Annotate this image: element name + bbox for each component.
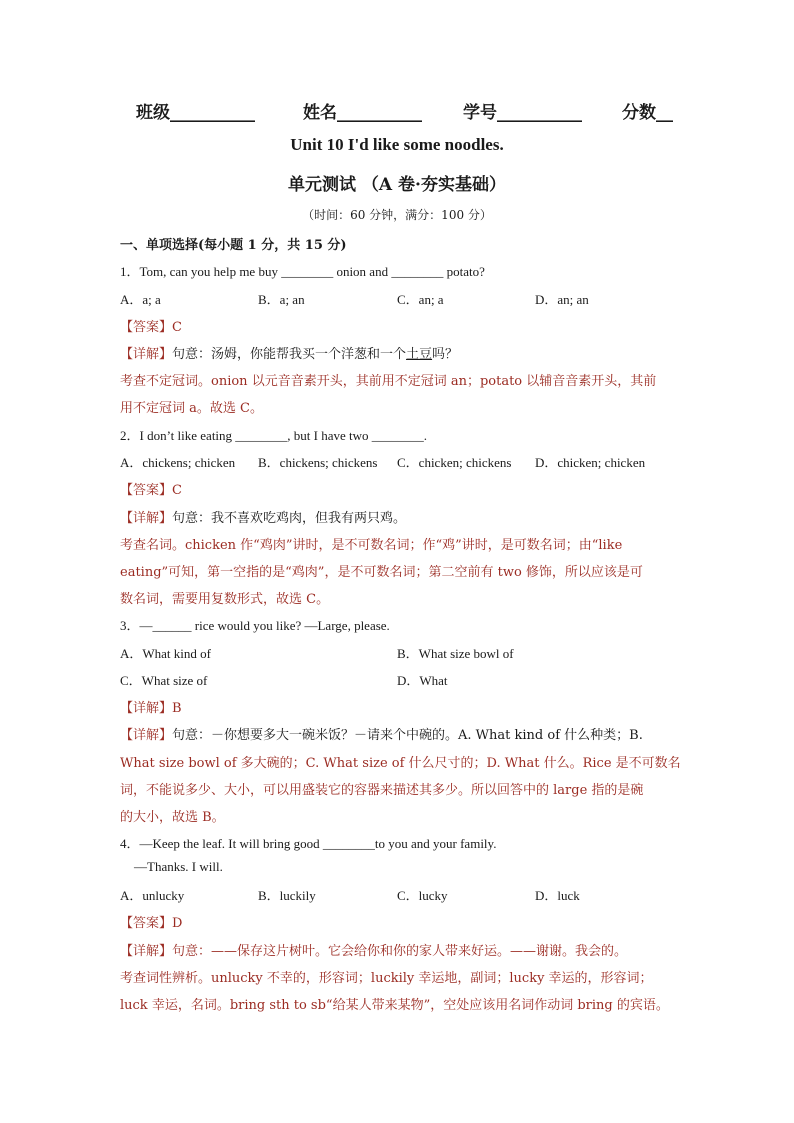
question-1-option-b: B．a; an [258,292,305,307]
question-4-option-d: D．luck [535,888,580,903]
question-3-detail-line-2: What size bowl of 多大碗的；C. What size of 什么尺寸的；D. What 什么。Rice 是不可数名 [120,756,681,771]
question-3-option-d: D．What [397,673,448,688]
detail-text-underlined: 土豆 [406,347,433,362]
question-4-option-b: B．luckily [258,888,316,903]
question-4-detail-line-2: 考查词性辨析。unlucky 不幸的，形容词；luckily 幸运地，副词；lucky 幸运的，形容词； [120,971,653,986]
answer-value: B [172,701,182,716]
question-3-detail-line-3: 词，不能说多少、大小，可以用盛装它的容器来描述其多少。所以回答中的 large 指的是碗 [120,783,644,798]
detail-tag: 【详解】 [120,728,173,743]
question-2-stem: 2．I don’t like eating ________, but I have two ________. [120,428,428,443]
detail-tag: 【详解】 [120,347,173,362]
question-3-detail-line-4: 的大小，故选 B。 [120,810,225,825]
detail-text: 句意：－你想要多大一碗米饭？－请来个中碗的。A. What kind of 什么种类；B. [172,728,643,743]
score-field-label: 分数__ [622,103,673,123]
test-title: 单元测试 （A 卷·夯实基础） [288,175,506,195]
question-2-option-b: B．chickens; chickens [258,455,378,470]
question-1-detail-line-1 [120,343,458,362]
question-4-option-a: A．unlucky [120,888,185,903]
question-3-option-b: B．What size bowl of [397,646,514,661]
question-2-detail-line-1 [120,507,406,526]
question-3-answer [120,697,182,716]
question-4-detail-line-3: luck 幸运，名词。bring sth to sb“给某人带来某物”，空处应该用名词作动词 bring 的宾语。 [120,998,669,1013]
detail-tag: 【详解】 [120,511,173,526]
question-4-option-c: C．lucky [397,888,448,903]
question-2-option-d: D．chicken; chicken [535,455,646,470]
detail-text: 句意：我不喜欢吃鸡肉，但我有两只鸡。 [172,511,407,526]
answer-value: C [172,483,182,498]
question-1-detail-line-3: 用不定冠词 a。故选 C。 [120,401,263,416]
detail-tag: 【详解】 [120,944,173,959]
detail-text: 句意：汤姆，你能帮我买一个洋葱和一个 [172,347,407,362]
name-field-label: 姓名__________ [303,103,422,123]
question-3-detail-line-1 [120,724,643,743]
answer-tag: 【答案】 [120,916,173,931]
question-3-stem: 3．—______ rice would you like? —Large, please. [120,618,390,633]
question-4-stem: 4．—Keep the leaf. It will bring good ________to you and your family. [120,836,497,851]
question-1-option-a: A．a; a [120,292,161,307]
unit-title: Unit 10 I'd like some noodles. [290,135,504,154]
question-4-stem-reply: —Thanks. I will. [134,859,223,874]
question-1-option-c: C．an; a [397,292,444,307]
question-1-stem: 1．Tom, can you help me buy ________ onion and ________ potato? [120,264,485,279]
question-3-option-c: C．What size of [120,673,208,688]
student-id-field-label: 学号__________ [463,103,582,123]
question-3-option-a: A．What kind of [120,646,211,661]
question-2-detail-line-2: 考查名词。chicken 作“鸡肉”讲时，是不可数名词；作“鸡”讲时，是可数名词；由“like [120,538,623,553]
question-4-answer [120,912,182,931]
question-2-option-c: C．chicken; chickens [397,455,512,470]
question-2-answer [120,479,182,498]
answer-tag: 【答案】 [120,483,173,498]
detail-text-end: 吗？ [432,347,459,362]
question-1-answer [120,316,182,335]
detail-text: 句意：——保存这片树叶。它会给你和你的家人带来好运。——谢谢。我会的。 [172,944,628,959]
question-1-detail-line-2: 考查不定冠词。onion 以元音音素开头，其前用不定冠词 an；potato 以辅音音素开头，其前 [120,374,657,389]
question-2-option-a: A．chickens; chicken [120,455,236,470]
question-1-option-d: D．an; an [535,292,589,307]
test-meta: （时间：60 分钟，满分：100 分） [302,208,492,222]
class-field-label: 班级__________ [136,103,255,123]
question-2-detail-line-4: 数名词，需要用复数形式，故选 C。 [120,592,330,607]
answer-value: C [172,320,182,335]
question-2-detail-line-3: eating”可知，第一空指的是“鸡肉”，是不可数名词；第二空前有 two 修饰，所以应该是可 [120,565,643,580]
question-4-detail-line-1 [120,940,627,959]
detail-tag: 【详解】 [120,701,173,716]
answer-value: D [172,916,183,931]
section-heading: 一、单项选择(每小题 1 分，共 15 分) [120,238,347,253]
answer-tag: 【答案】 [120,320,173,335]
